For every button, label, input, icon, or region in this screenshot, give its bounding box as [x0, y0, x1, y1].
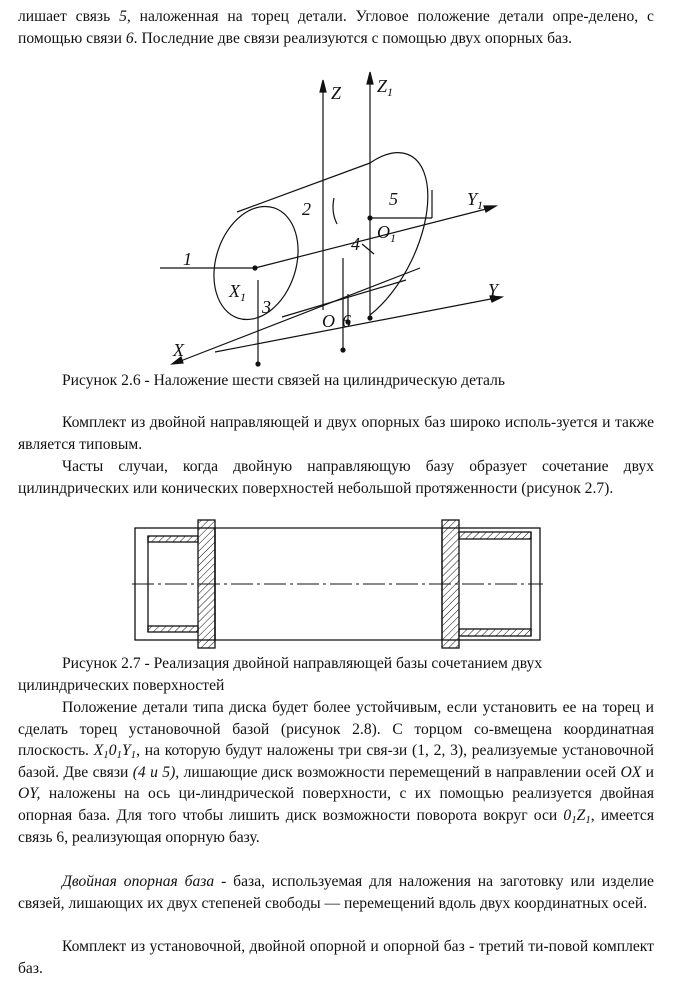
label-5: 5	[389, 189, 398, 209]
figure-cylinder-six-constraints	[0, 0, 675, 400]
paragraph-definition: Двойная опорная база - база, используемая для наложения на заготовку или изделие связей, лишающих их двух степеней свободы — перемещений вдоль двух координатных осей.	[18, 873, 654, 912]
constraint-3-point	[256, 362, 260, 366]
term-double-support-base: Двойная опорная база	[62, 873, 215, 890]
label-o: O	[322, 311, 335, 331]
constraint-1-point	[253, 266, 257, 270]
axis-z1: $0_1Z_1$	[563, 806, 591, 826]
label-6: 6	[342, 311, 351, 331]
label-1: 1	[183, 249, 192, 269]
plane-notation: $X_10_1Y_1$	[93, 742, 137, 762]
constraint-4-arc	[362, 244, 374, 254]
origin-o1-point	[368, 216, 372, 220]
axis-ox: OX	[620, 763, 642, 781]
label-4: 4	[351, 234, 360, 254]
cylinder-front-face	[200, 195, 312, 330]
right-sleeve-bottom	[459, 629, 531, 636]
ref-number-5: 5	[119, 8, 127, 25]
label-z1: $Z_1$	[377, 76, 394, 99]
y1-arrow	[484, 206, 496, 212]
z1-arrow	[367, 72, 373, 84]
paragraph-complect: Комплект из двойной направляющей и двух опорных баз широко исполь-зуется и также является типовым.	[18, 414, 654, 453]
constraint-z1-point	[368, 316, 372, 320]
paragraph-cases: Часты случаи, когда двойную направляющую базу образует сочетание двух цилиндрических или конических поверхностей небольшой протяженности (рисунок 2.7).	[18, 458, 654, 497]
label-y1: $Y_1$	[467, 189, 484, 212]
y1-axis	[255, 208, 490, 268]
paragraph-last: Комплект из установочной, двойной опорной и опорной баз - третий ти-повой комплект баз.	[18, 938, 654, 977]
constraint-4-point	[341, 348, 345, 352]
label-x1: $X_1$	[229, 281, 246, 304]
caption-figure-2-6: Рисунок 2.6 - Наложение шести связей на цилиндрическую деталь	[62, 372, 505, 389]
left-sleeve-top	[148, 536, 198, 542]
paragraph-intro: лишает связь 5, наложенная на торец детали. Угловое положение детали опре-делено, с помощью связи 6. Последние две связи реализуются с помощью двух опорных баз.	[18, 8, 654, 47]
constraint-2-mark	[333, 198, 337, 224]
label-x: X	[173, 340, 184, 360]
caption-figure-2-7: Рисунок 2.7 - Реализация двойной направляющей базы сочетанием двух цилиндрических поверхностей	[18, 655, 543, 694]
label-o1: $O_1$	[377, 222, 396, 245]
paragraph-disc: Положение детали типа диска будет более устойчивым, если установить ее на торец и сделать торец установочной базой (рисунок 2.8). С торцом со-вмещена координатная плоскость. $X_10_1Y_1$, на которую будут наложены три свя-зи (1, 2, 3), реализуемые установочной базой. Две связи (4 и 5), лишающие диск возможности перемещений в направлении осей OX и OY, наложены на ось ци-линдрической поверхности, с их помощью реализуется двойная опорная база. Для того чтобы лишить диск возможности поворота вокруг оси $0_1Z_1$, имеется связь 6, реализующая опорную базу.	[18, 699, 654, 846]
y-axis	[215, 298, 496, 352]
label-3: 3	[262, 297, 271, 317]
constraints-4-5: (4 и 5),	[132, 763, 180, 781]
left-sleeve-bottom	[148, 626, 198, 632]
z-arrow	[320, 80, 326, 92]
label-y: Y	[488, 280, 499, 300]
figure-double-guide-base	[0, 510, 675, 655]
label-z: Z	[331, 83, 342, 103]
axis-oy: OY,	[18, 785, 41, 803]
label-2: 2	[302, 199, 311, 219]
ref-number-6: 6	[125, 29, 134, 47]
right-sleeve-top	[459, 532, 531, 539]
